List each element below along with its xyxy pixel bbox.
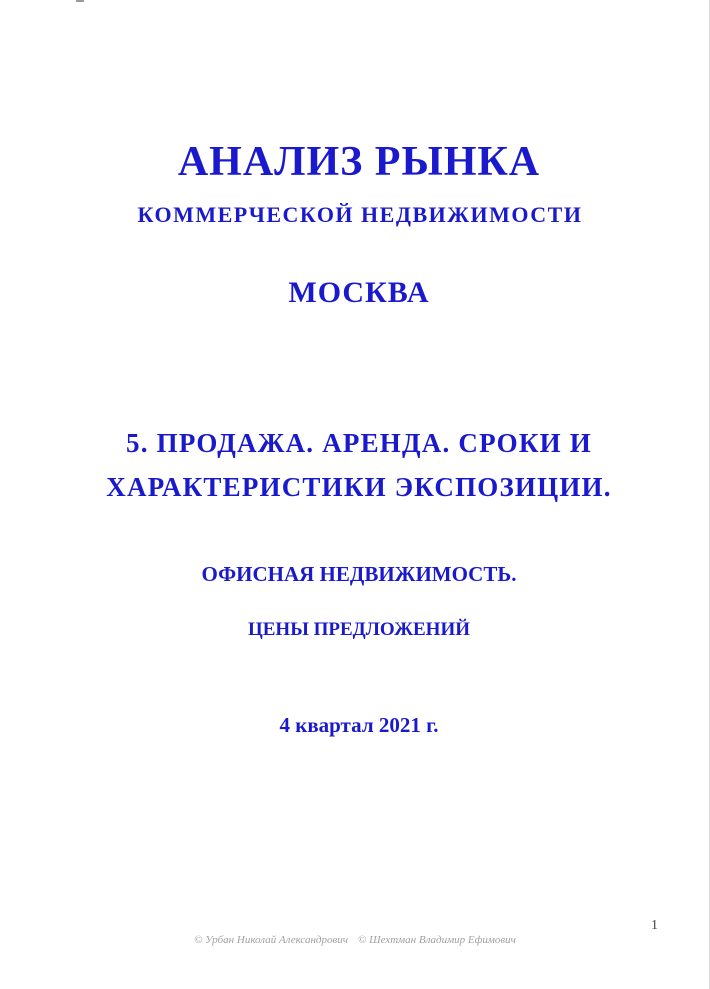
document-city: МОСКВА [288,276,430,309]
document-title: АНАЛИЗ РЫНКА [177,139,541,185]
subsubsection-title: ЦЕНЫ ПРЕДЛОЖЕНИЙ [247,619,471,640]
page-number: 1 [651,918,658,933]
document-subtitle: КОММЕРЧЕСКОЙ НЕДВИЖИМОСТИ [137,202,583,227]
section-title-line2: ХАРАКТЕРИСТИКИ ЭКСПОЗИЦИИ. [106,472,612,502]
section-title-line1: 5. ПРОДАЖА. АРЕНДА. СРОКИ И [126,428,592,458]
copyright-author-1: © Урбан Николай Александрович [194,934,348,946]
subsection-title: ОФИСНАЯ НЕДВИЖИМОСТЬ. [201,562,517,586]
report-period: 4 квартал 2021 г. [279,713,439,737]
copyright-author-2: © Шехтман Владимир Ефимович [358,934,516,946]
copyright-footer [0,934,710,946]
corner-mark [76,0,84,2]
